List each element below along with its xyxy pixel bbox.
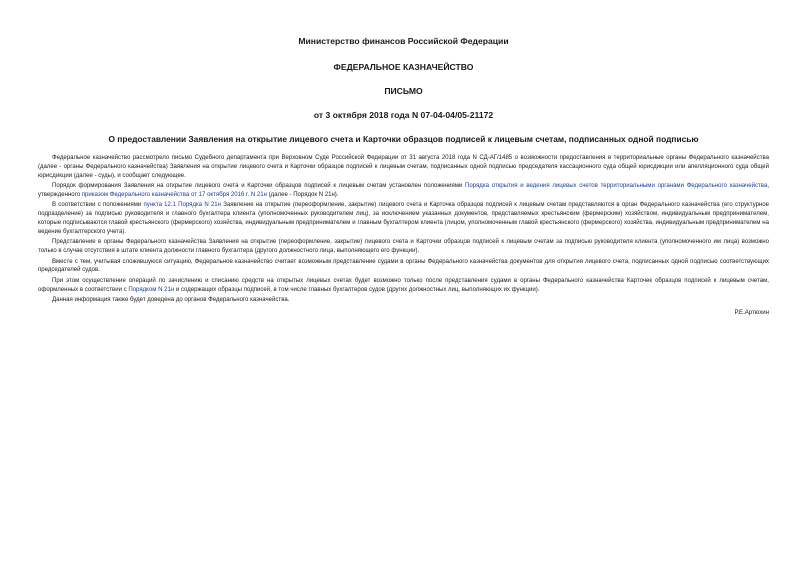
paragraph-2-text-a: Порядок формирования Заявления на открытие лицевого счета и Карточки образцов подписей к лицевым счетам установлен положениями — [52, 183, 466, 190]
paragraph-1: Федеральное казначейство рассмотрело письмо Судебного департамента при Верховном Суде Российской Федерации от 31 августа 2018 года N СД-АГ/1485 о возможности предоставления в территориальные органы Федерального казначейства (далее - органы Федерального казначейства) Заявления на открытие лицевого счета и Карточки образцов подписей к лицевым счетам, подписанных одной подписью председателя кассационного суда общей юрисдикции или апелляционного суда общей юрисдикции (далее - суды), и сообщает следующее. — [38, 155, 769, 179]
paragraph-2 — [38, 182, 769, 200]
paragraph-4: Представление в органы Федерального казначейства Заявления на открытие (переоформление, закрытие) лицевого счета и Карточки образцов подписей к лицевым счетам за подписью руководителя клиента (уполномоченного им лица) возможно только в случае отсутствия в штате клиента должности главного бухгалтера (другого должностного лица, выполняющего его функции). — [38, 239, 769, 255]
link-poryadok-21n[interactable]: Порядком N 21н — [128, 286, 175, 293]
paragraph-3-text-b: Заявление на открытие (переоформление, закрытие) лицевого счета и Карточка образцов подписей к лицевым счетам представляются в орган Федерального казначейства (его структурное подразделение) за подписью руководителя и главного бухгалтера клиента (уполномоченных руководителем лиц), за исключением указанных документов, представляемых крестьянским (фермерским) хозяйством, индивидуальным предпринимателем, которые подписываются главой крестьянского (фермерского) хозяйства, индивидуальным предпринимателем и главным бухгалтером клиента (лицом, уполномоченным главой крестьянского (фермерского) хозяйства, индивидуальным предпринимателем на ведение бухгалтерского учета). — [38, 202, 769, 236]
ministry-name: Министерство финансов Российской Федерации — [298, 36, 509, 46]
signature: Р.Е.Артюхин — [734, 309, 769, 316]
paragraph-2-text-b: , утвержденного — [38, 183, 769, 199]
link-prikaz-21n[interactable]: приказом Федерального казначейства от 17 октября 2016 г. N 21н — [81, 192, 267, 199]
paragraph-6-text-a: При этом осуществление операций по зачислению и списанию средств на открытых лицевых счетах будет возможно только после представления судами в органы Федерального казначейства Карточек образцов подписей к лицевым счетам, оформленных в соответствии с — [38, 277, 769, 293]
paragraph-7: Данная информация также будет доведена до органов Федерального казначейства. — [52, 296, 290, 303]
document-page — [38, 30, 769, 318]
paragraph-6-text-b: и содержащих образцы подписей, в том числе главных бухгалтеров судов (других должностных лиц, выполняющих их функции). — [174, 286, 540, 293]
paragraph-5: Вместе с тем, учитывая сложившуюся ситуацию, Федеральное казначейство считает возможным представление судами в органы Федерального казначейства документов для открытия лицевого счета, подписанных одной подписью соответствующих председателей судов. — [38, 258, 769, 274]
paragraph-3-text-a: В соответствии с положениями — [52, 202, 144, 209]
paragraph-6 — [38, 277, 769, 295]
document-body — [38, 154, 769, 305]
link-poryadok-otkrytiya[interactable]: Порядка открытия и ведения лицевых счетов территориальными органами Федерального казначейства — [465, 183, 768, 190]
document-date-number: от 3 октября 2018 года N 07-04-04/05-21172 — [313, 110, 494, 120]
paragraph-3 — [38, 201, 769, 237]
document-type: ПИСЬМО — [384, 86, 423, 96]
link-punkt-12-1[interactable]: пункта 12.1 Порядка N 21н — [143, 202, 222, 209]
paragraph-2-text-c: (далее - Порядок N 21н). — [266, 192, 339, 199]
document-subject: О предоставлении Заявления на открытие лицевого счета и Карточки образцов подписей к лицевым счетам, подписанных одной подписью — [108, 134, 699, 144]
agency-name: ФЕДЕРАЛЬНОЕ КАЗНАЧЕЙСТВО — [333, 62, 474, 72]
